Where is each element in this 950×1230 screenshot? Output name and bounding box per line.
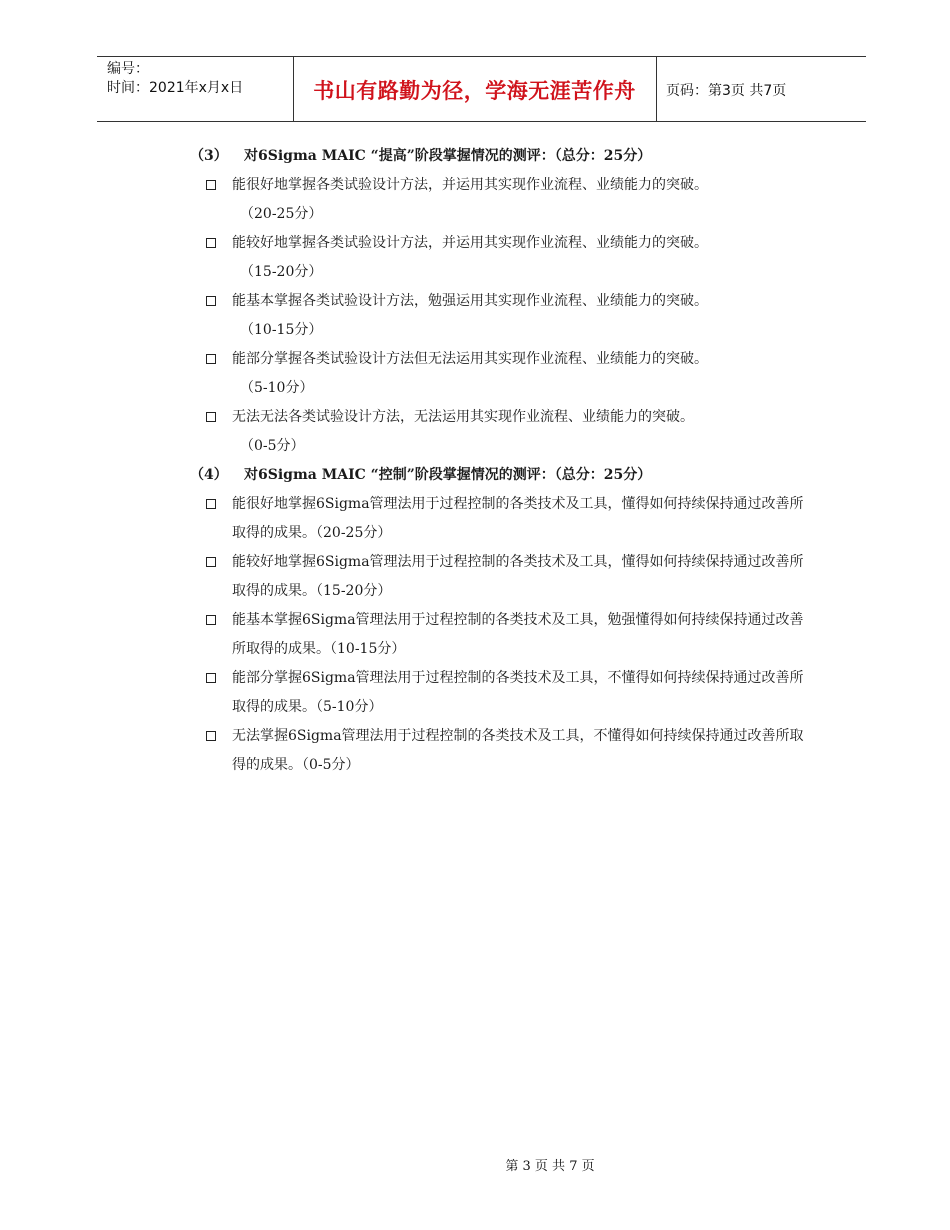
- option-text: 能基本掌握各类试验设计方法，勉强运用其实现作业流程、业绩能力的突破。: [232, 293, 708, 309]
- checkbox-option[interactable]: [190, 171, 830, 229]
- section-heading: 对6Sigma MAIC “控制”阶段掌握情况的测评：（总分：25分）: [244, 467, 652, 483]
- option-text: 能部分掌握6Sigma管理法用于过程控制的各类技术及工具，不懂得如何持续保持通过改善所取得的成果。（5-10分）: [232, 670, 804, 715]
- checkbox-option[interactable]: [190, 722, 830, 780]
- checkbox[interactable]: [206, 499, 216, 509]
- header-page-info: 页码：第3页 共7页: [666, 83, 787, 99]
- checkbox-option[interactable]: [190, 606, 830, 664]
- document-body: [190, 142, 830, 780]
- header-meta: [107, 60, 243, 98]
- checkbox-option[interactable]: [190, 664, 830, 722]
- checkbox-option[interactable]: [190, 287, 830, 345]
- option-text: 无法掌握6Sigma管理法用于过程控制的各类技术及工具，不懂得如何持续保持通过改善所取得的成果。（0-5分）: [232, 728, 804, 773]
- checkbox[interactable]: [206, 296, 216, 306]
- checkbox[interactable]: [206, 673, 216, 683]
- checkbox-option[interactable]: [190, 229, 830, 287]
- checkbox[interactable]: [206, 731, 216, 741]
- checkbox[interactable]: [206, 238, 216, 248]
- option-text: 能很好地掌握6Sigma管理法用于过程控制的各类技术及工具，懂得如何持续保持通过改善所取得的成果。（20-25分）: [232, 496, 804, 541]
- option-score: （5-10分）: [240, 380, 314, 396]
- section-heading: 对6Sigma MAIC “提高”阶段掌握情况的测评：（总分：25分）: [244, 148, 652, 164]
- checkbox[interactable]: [206, 557, 216, 567]
- checkbox[interactable]: [206, 180, 216, 190]
- option-score: （15-20分）: [240, 264, 323, 280]
- number-label: 编号：: [107, 61, 149, 77]
- checkbox-option[interactable]: [190, 490, 830, 548]
- checkbox[interactable]: [206, 615, 216, 625]
- document-header: [97, 56, 866, 122]
- option-score: （0-5分）: [240, 438, 305, 454]
- page-footer: 第 3 页 共 7 页: [505, 1159, 595, 1174]
- option-text: 能很好地掌握各类试验设计方法，并运用其实现作业流程、业绩能力的突破。: [232, 177, 708, 193]
- checkbox[interactable]: [206, 412, 216, 422]
- section-number: （3）: [190, 148, 228, 164]
- section-title: [190, 461, 830, 490]
- option-text: 能较好地掌握各类试验设计方法，并运用其实现作业流程、业绩能力的突破。: [232, 235, 708, 251]
- option-score: （20-25分）: [240, 206, 323, 222]
- checkbox-option[interactable]: [190, 403, 830, 461]
- header-divider: [656, 57, 657, 121]
- section-title: [190, 142, 830, 171]
- section-number: （4）: [190, 467, 228, 483]
- header-motto: 书山有路勤为径，学海无涯苦作舟: [313, 78, 636, 103]
- option-text: 能部分掌握各类试验设计方法但无法运用其实现作业流程、业绩能力的突破。: [232, 351, 708, 367]
- option-text: 能基本掌握6Sigma管理法用于过程控制的各类技术及工具，勉强懂得如何持续保持通过改善所取得的成果。（10-15分）: [232, 612, 804, 657]
- option-text: 能较好地掌握6Sigma管理法用于过程控制的各类技术及工具，懂得如何持续保持通过改善所取得的成果。（15-20分）: [232, 554, 804, 599]
- checkbox[interactable]: [206, 354, 216, 364]
- checkbox-option[interactable]: [190, 548, 830, 606]
- checkbox-option[interactable]: [190, 345, 830, 403]
- option-text: 无法无法各类试验设计方法，无法运用其实现作业流程、业绩能力的突破。: [232, 409, 694, 425]
- time-label: 时间：2021年x月x日: [107, 80, 244, 96]
- option-score: （10-15分）: [240, 322, 323, 338]
